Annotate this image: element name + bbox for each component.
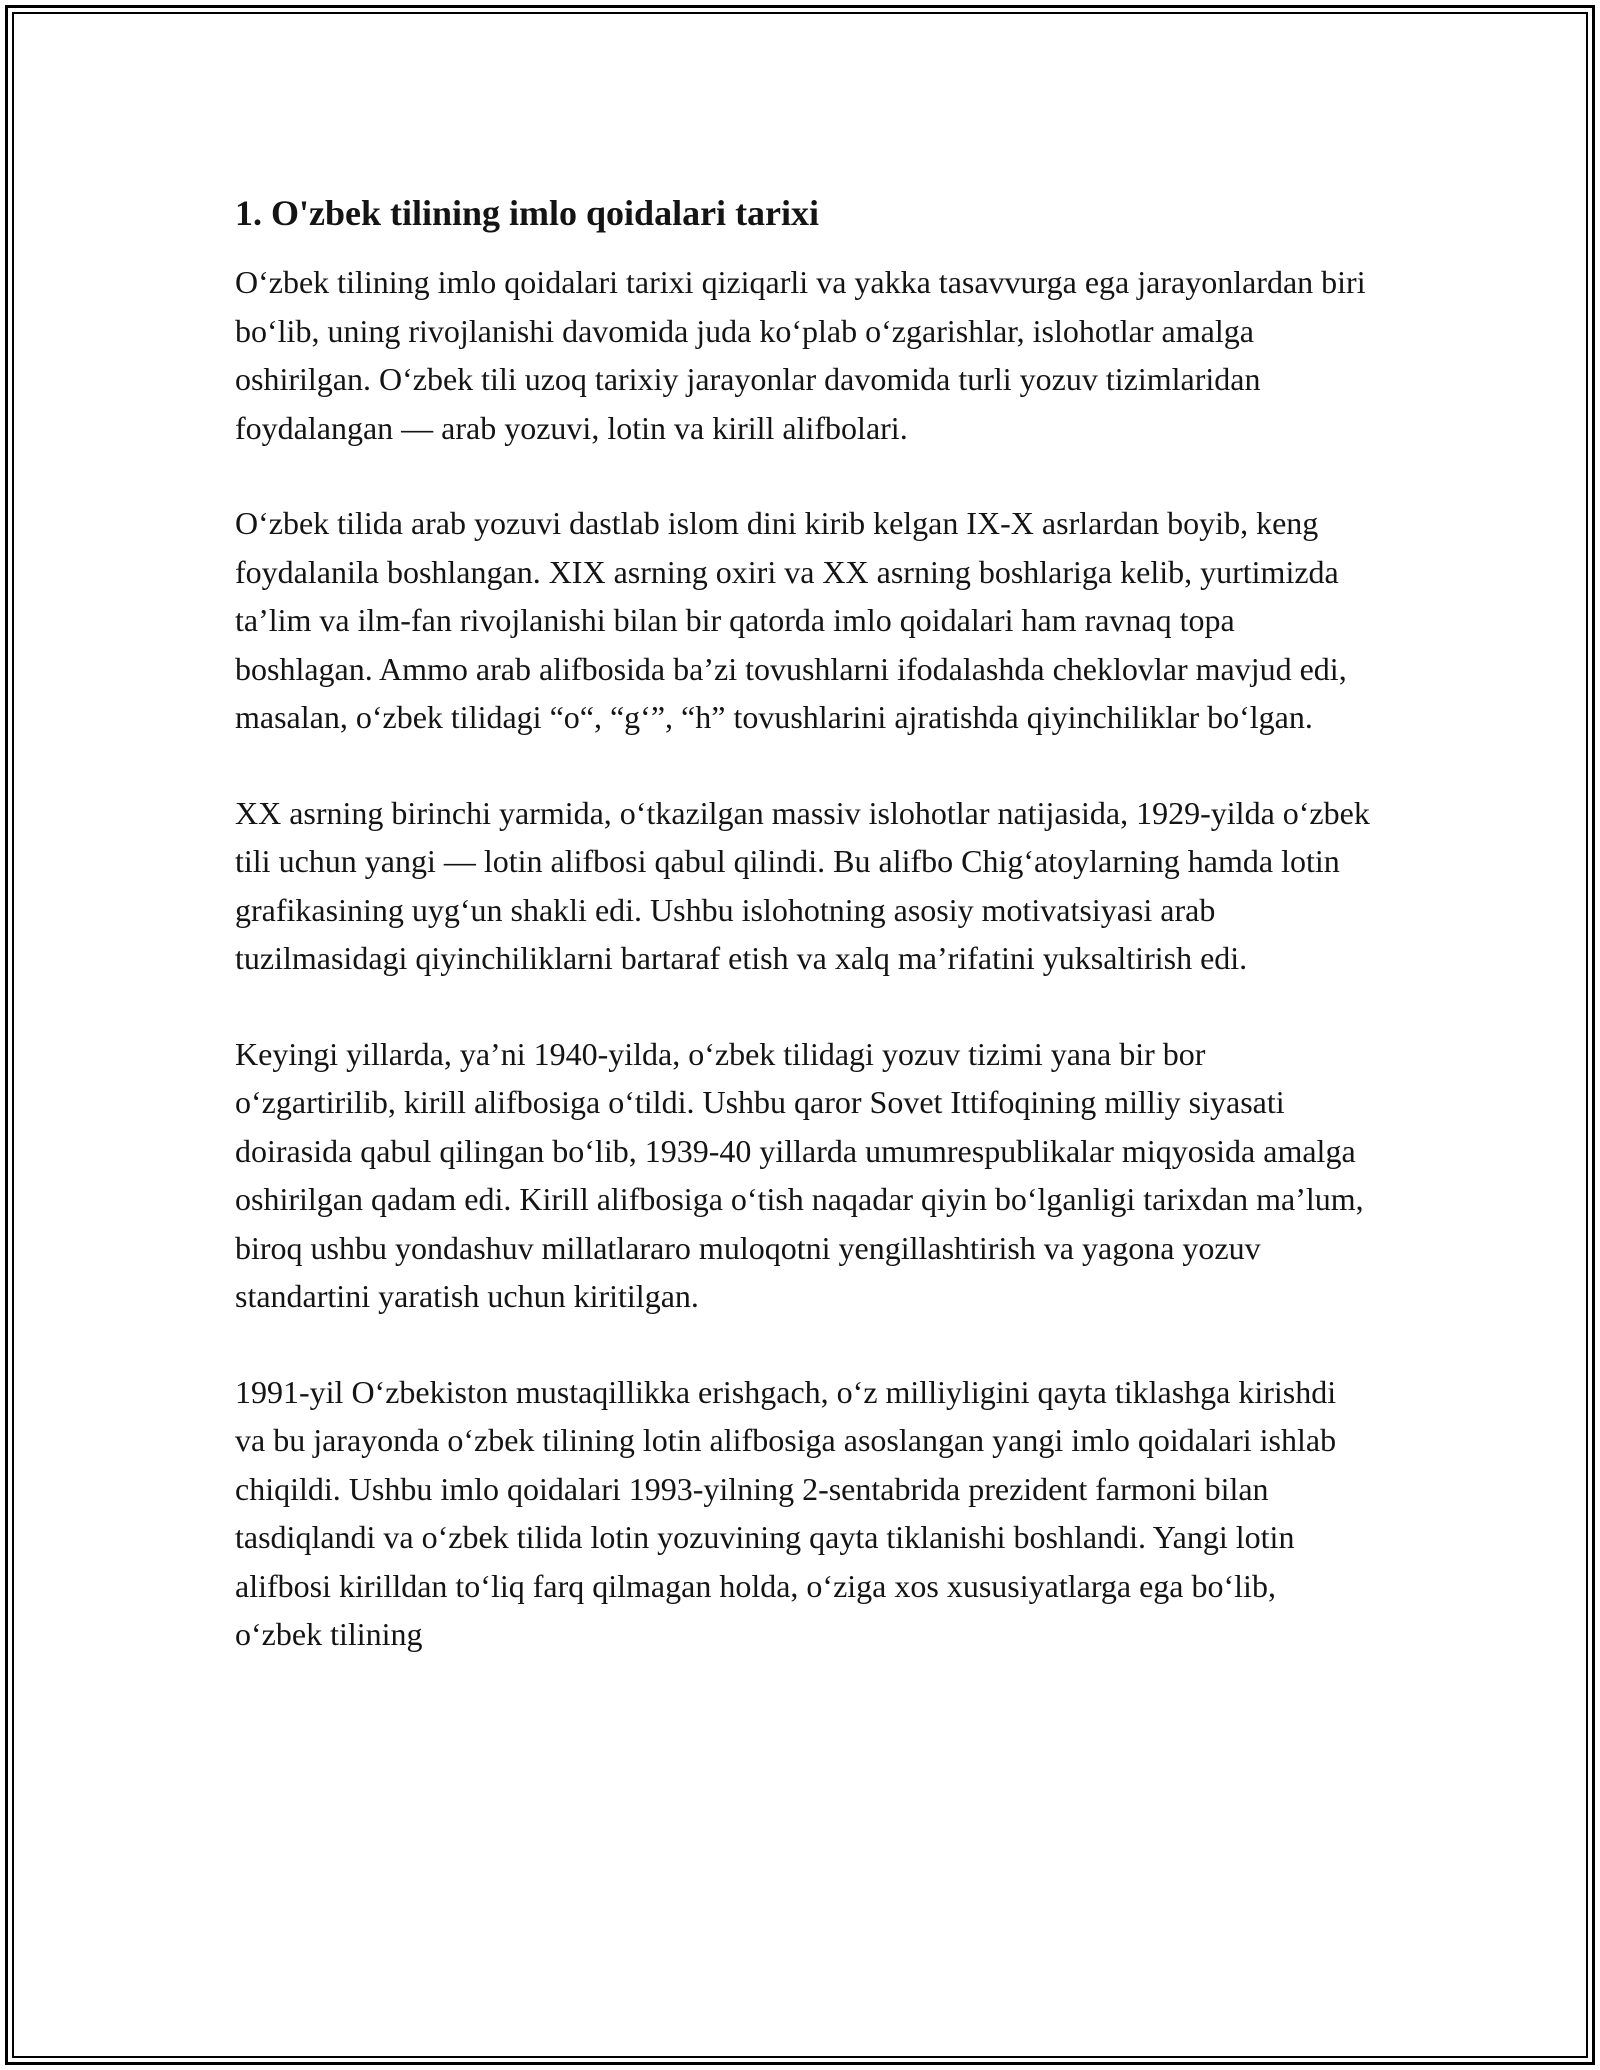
paragraph-5: 1991-yil O‘zbekiston mustaqillikka erishgach, o‘z milliyligini qayta tiklashga kirishdi va bu jarayonda o‘zbek tilining lotin alifbosiga asoslangan yangi imlo qoidalari ishlab chiqildi. Ushbu imlo qoidalari 1993-yilning 2-sentabrida prezident farmoni bilan tasdiqlandi va o‘zbek tilida lotin yozuvining qayta tiklanishi boshlandi. Yangi lotin alifbosi kirilldan to‘liq farq qilmagan holda, o‘ziga xos xususiyatlarga ega bo‘lib, o‘zbek tilining xyxy=(235,1373,1337,1652)
section-heading: 1. O'zbek tilining imlo qoidalari tarixi xyxy=(235,193,820,233)
document-body xyxy=(235,185,1370,1659)
paragraph-4: Keyingi yillarda, ya’ni 1940-yilda, o‘zbek tilidagi yozuv tizimi yana bir bor o‘zgartirilib, kirill alifbosiga o‘tildi. Ushbu qaror Sovet Ittifoqining milliy siyasati doirasida qabul qilingan bo‘lib, 1939-40 yillarda umumrespublikalar miqyosida amalga oshirilgan qadam edi. Kirill alifbosiga o‘tish naqadar qiyin bo‘lganligi tarixdan ma’lum, biroq ushbu yondashuv millatlararo muloqotni yengillashtirish va yagona yozuv standartini yaratish uchun kiritilgan. xyxy=(235,1035,1364,1314)
paragraph-3: XX asrning birinchi yarmida, o‘tkazilgan massiv islohotlar natijasida, 1929-yilda o‘zbek tili uchun yangi — lotin alifbosi qabul qilindi. Bu alifbo Chig‘atoylarning hamda lotin grafikasining uyg‘un shakli edi. Ushbu islohotning asosiy motivatsiyasi arab tuzilmasidagi qiyinchiliklarni bartaraf etish va xalq ma’rifatini yuksaltirish edi. xyxy=(235,794,1370,976)
paragraph-2: O‘zbek tilida arab yozuvi dastlab islom dini kirib kelgan IX-X asrlardan boyib, keng foydalanila boshlangan. XIX asrning oxiri va XX asrning boshlariga kelib, yurtimizda ta’lim va ilm-fan rivojlanishi bilan bir qatorda imlo qoidalari ham ravnaq topa boshlagan. Ammo arab alifbosida ba’zi tovushlarni ifodalashda cheklovlar mavjud edi, masalan, o‘zbek tilidagi “o“, “g‘”, “h” tovushlarini ajratishda qiyinchiliklar bo‘lgan. xyxy=(235,505,1347,735)
paragraph-1: O‘zbek tilining imlo qoidalari tarixi qiziqarli va yakka tasavvurga ega jarayonlardan biri bo‘lib, uning rivojlanishi davomida juda ko‘plab o‘zgarishlar, islohotlar amalga oshirilgan. O‘zbek tili uzoq tarixiy jarayonlar davomida turli yozuv tizimlaridan foydalangan — arab yozuvi, lotin va kirill alifbolari. xyxy=(235,264,1366,446)
